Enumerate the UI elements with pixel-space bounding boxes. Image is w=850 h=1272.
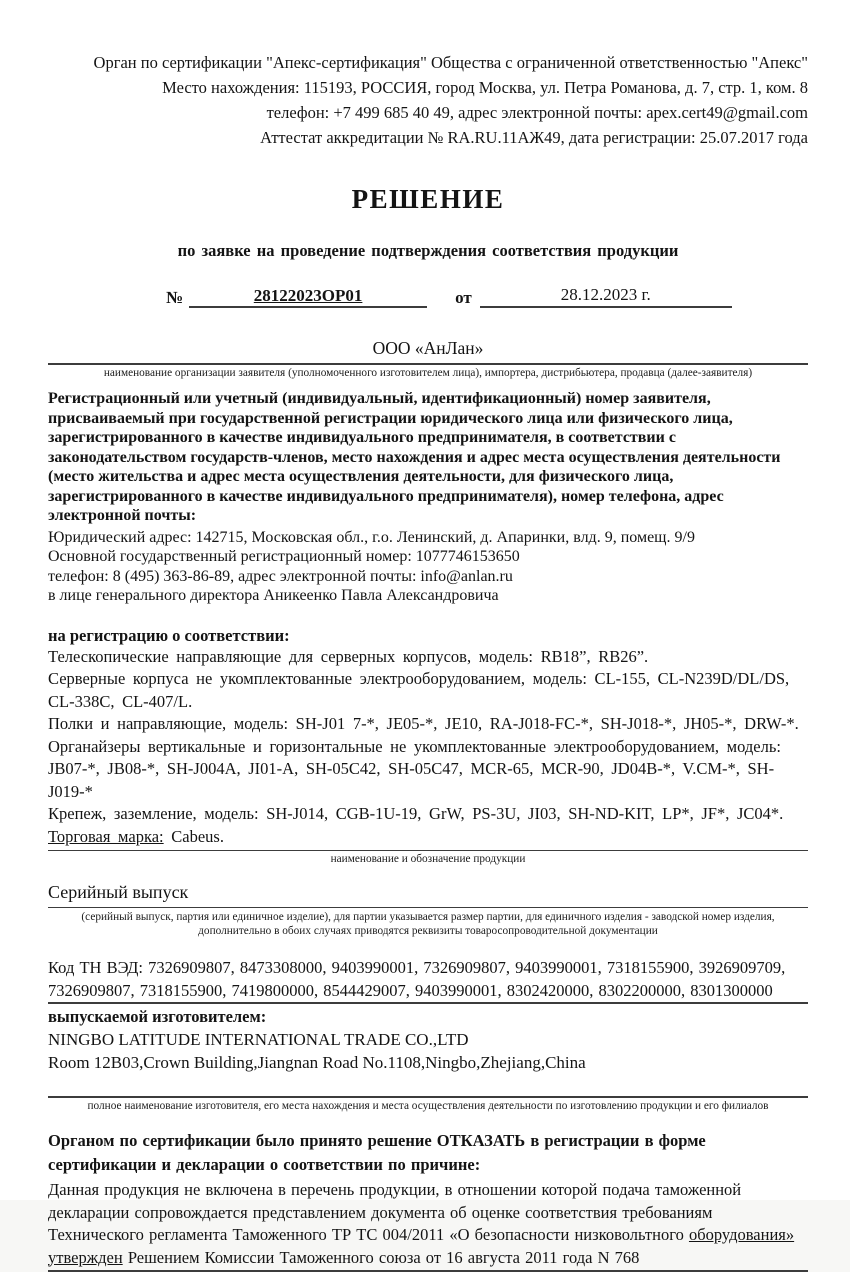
tnved-codes: Код ТН ВЭД: 7326909807, 8473308000, 9403990001, 7326909807, 9403990001, 7318155900, 3926909709, 7326909807, 7318155900, 7419800000, 8544429007, 9403990001, 8302420000, 8302200000, 8301300000 [48,956,808,1004]
number-label: № [166,288,184,307]
applicant-phone-email: телефон: 8 (495) 363-86-89, адрес электронной почты: info@anlan.ru [48,567,513,585]
product-group-cases: Серверные корпуса не укомплектованные электрооборудованием, модель: CL-155, CL-N239D/DL/DS, CL-338C, CL-407/L. [48,669,790,711]
reason-text-start: Данная продукция не включена в перечень продукции, в отношении которой подача таможенной декларации сопровождается представлением документа об оценке соответствия требованиям Технического регламента Таможенного ТР ТС 004/2011 «О безопасности низковольтного [48,1180,742,1244]
trademark-value: Cabeus. [163,826,224,846]
manufacturer-underline [48,1096,808,1098]
decision-heading: Органом по сертификации было принято решение ОТКАЗАТЬ в регистрации в форме сертификации и декларации о соответствии по причине: [48,1131,706,1174]
fasteners-text: Крепеж, заземление, модель: SH-J014, CGB-1U-19, GrW, PS-3U, JI03, SH-ND-KIT, LP*, JF*, JC04*. [48,804,784,823]
applicant-caption: наименование организации заявителя (уполномоченного изготовителем лица), импортера, дистрибьютера, продавца (далее-заявителя) [103,367,753,379]
products-list [48,646,808,849]
applicant-director: в лице генерального директора Аникеенко Павла Александровича [48,587,499,604]
reason-text-end: Решением Комиссии Таможенного союза от 16 августа 2011 года N 768 [122,1247,640,1267]
number-line [166,285,808,308]
applicant-ogrn: Основной государственный регистрационный номер: 1077746153650 [48,548,520,565]
document-number-field [189,286,427,308]
letterhead [48,50,808,150]
trademark-label: Торговая марка: [48,826,164,846]
product-group-rails: Телескопические направляющие для серверных корпусов, модель: RB18”, RB26”. [48,646,649,666]
manufacturer-heading: выпускаемой изготовителем: [48,1007,267,1026]
issue-type: Серийный выпуск [48,882,808,908]
reason-text-underlined: оборудования» утвержден [48,1225,795,1267]
letterhead-org-line: Орган по сертификации "Апекс-сертификация" Общества с ограниченной ответственностью "Апекс" [93,53,808,72]
letterhead-address-line: Место нахождения: 115193, РОССИЯ, город Москва, ул. Петра Романова, д. 7, стр. 1, ком. 8 [162,78,808,97]
products-section-heading: на регистрацию о соответствии: [48,625,290,645]
product-group-fasteners [48,803,808,848]
applicant-legal-address: Юридический адрес: 142715, Московская обл., г.о. Ленинский, д. Апаринки, влд. 9, помещ. 9/9 [48,528,695,546]
applicant-info [48,528,808,606]
applicant-name: ООО «АнЛан» [48,338,808,365]
issue-type-caption: (серийный выпуск, партия или единичное изделие), для партии указывается размер партии, для единичного изделия - заводской номер изделия, дополнительно в обоих случаях приводятся реквизиты товаросопроводительной документации [81,911,775,937]
document-title: РЕШЕНИЕ [351,184,505,214]
product-group-shelves-organizers: Полки и направляющие, модель: SH-J01 7-*, JE05-*, JE10, RA-J018-FC-*, SH-J018-*, JH05-*, DRW-*. Органайзеры вертикальные и горизонтальные не укомплектованные электрооборудованием, модель: JB07-*, JB08-*, SH-J004A, JI01-A, SH-05C42, SH-05C47, MCR-65, MCR-90, JD04B-*, V.CM-*, SH-J019-* [48,714,799,801]
products-caption: наименование и обозначение продукции [330,853,526,865]
document-subtitle: по заявке на проведение подтверждения соответствия продукции [177,241,679,260]
document-number: 28122023ОР01 [253,286,363,305]
manufacturer-address: Room 12B03,Crown Building,Jiangnan Road No.1108,Ningbo,Zhejiang,China [48,1053,586,1072]
document-date-field: 28.12.2023 г. [480,285,732,308]
products-underline [48,850,808,851]
decision-reason [48,1179,808,1272]
manufacturer-caption: полное наименование изготовителя, его места нахождения и места осуществления деятельности по изготовлению продукции и его филиалов [87,1100,769,1112]
manufacturer-name: NINGBO LATITUDE INTERNATIONAL TRADE CO.,LTD [48,1030,469,1049]
applicant-requisites-heading: Регистрационный или учетный (индивидуальный, идентификационный) номер заявителя, присваиваемый при государственной регистрации юридического лица или физического лица, зарегистрированного в качестве индивидуального предпринимателя, в соответствии с законодательством государств-членов, место нахождения и адрес места осуществления деятельности (место жительства и адрес места осуществления деятельности, для физического лица, зарегистрированного в качестве индивидуального предпринимателя), номер телефона, адрес электронной почты: [48,390,781,524]
date-label: от [455,288,472,307]
letterhead-contact-line: телефон: +7 499 685 40 49, адрес электронной почты: apex.cert49@gmail.com [266,103,808,122]
manufacturer-info [48,1028,808,1074]
letterhead-accreditation-line: Аттестат аккредитации № RA.RU.11АЖ49, дата регистрации: 25.07.2017 года [260,128,808,147]
